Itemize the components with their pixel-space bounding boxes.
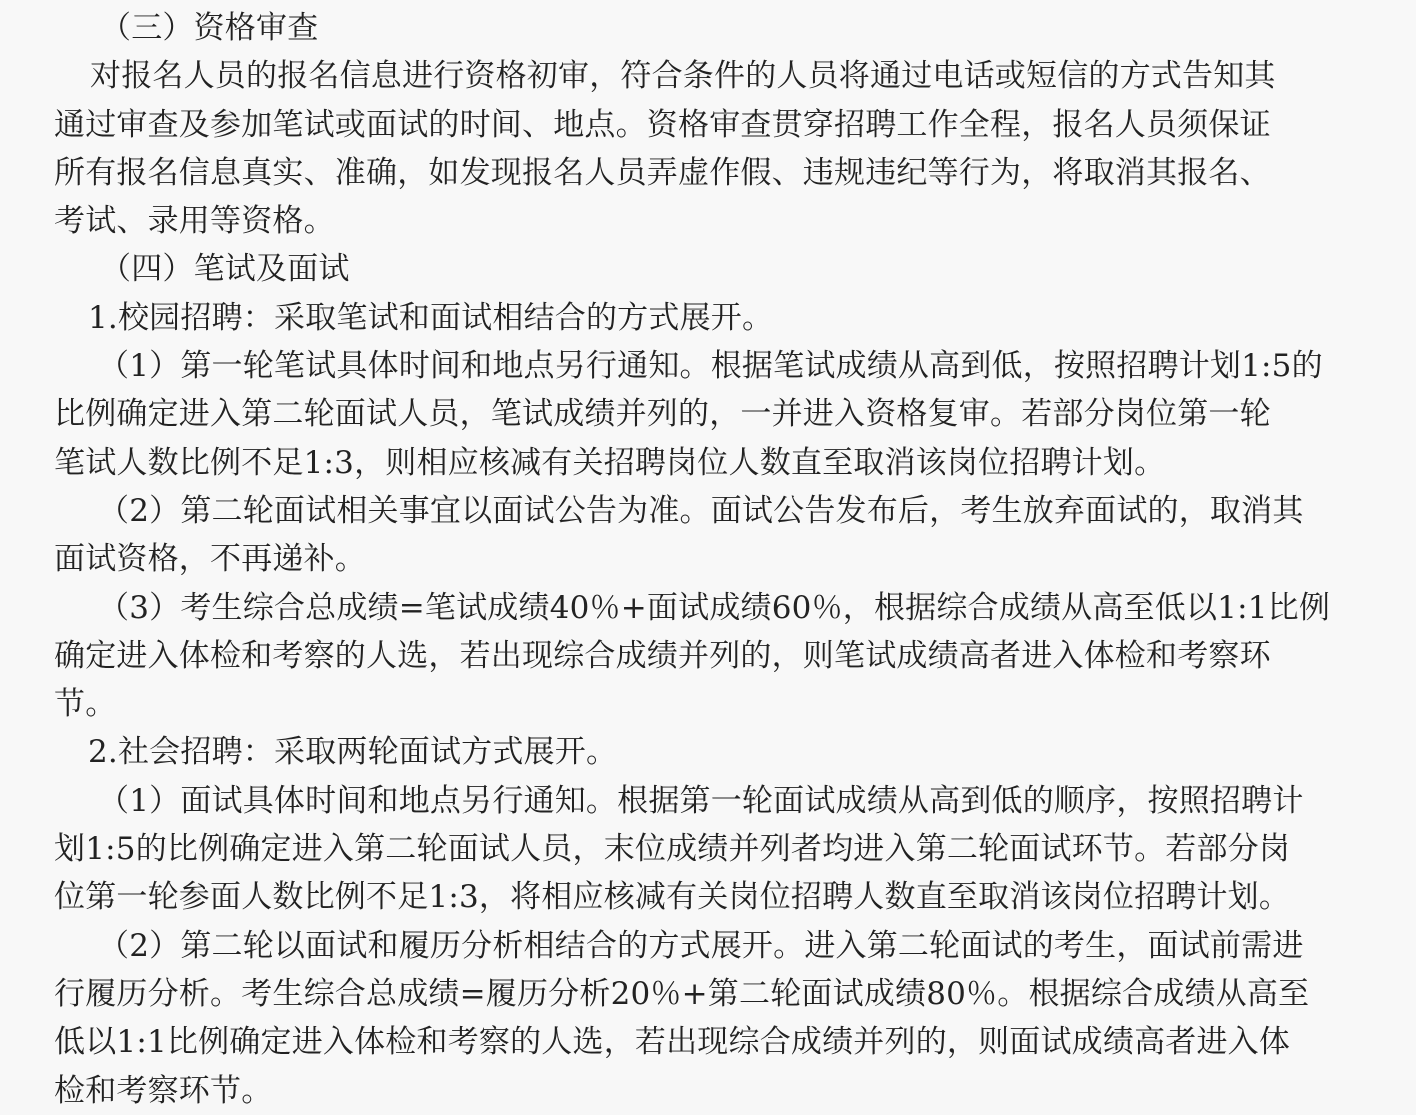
paragraph-line: （2）第二轮以面试和履历分析相结合的方式展开。进入第二轮面试的考生，面试前需进: [98, 927, 1304, 964]
paragraph-line: 检和考察环节。: [54, 1072, 273, 1109]
subsection-heading-campus-recruitment: 1.校园招聘：采取笔试和面试相结合的方式展开。: [88, 299, 774, 336]
paragraph-line: 低以1:1比例确定进入体检和考察的人选，若出现综合成绩并列的，则面试成绩高者进入体: [54, 1024, 1291, 1061]
paragraph-line: 划1:5的比例确定进入第二轮面试人员，末位成绩并列者均进入第二轮面试环节。若部分岗: [54, 831, 1291, 868]
paragraph-line: （1）面试具体时间和地点另行通知。根据第一轮面试成绩从高到低的顺序，按照招聘计: [98, 782, 1304, 819]
paragraph-line: 位第一轮参面人数比例不足1:3，将相应核减有关岗位招聘人数直至取消该岗位招聘计划。: [54, 879, 1291, 916]
paragraph-line: 节。: [54, 686, 117, 723]
paragraph-line: （2）第二轮面试相关事宜以面试公告为准。面试公告发布后，考生放弃面试的，取消其: [98, 492, 1304, 529]
paragraph-line: 考试、录用等资格。: [54, 203, 335, 240]
paragraph-line: 确定进入体检和考察的人选，若出现综合成绩并列的，则笔试成绩高者进入体检和考察环: [54, 637, 1271, 674]
section-heading-qualification-review: （三）资格审查: [100, 10, 319, 46]
subsection-heading-social-recruitment: 2.社会招聘：采取两轮面试方式展开。: [88, 734, 618, 771]
paragraph-line: （3）考生综合总成绩=笔试成绩40％+面试成绩60％，根据综合成绩从高至低以1:1比例: [98, 589, 1331, 626]
paragraph-line: 行履历分析。考生综合总成绩=履历分析20％+第二轮面试成绩80％。根据综合成绩从高至: [54, 975, 1310, 1012]
section-heading-written-and-interview: （四）笔试及面试: [100, 251, 350, 288]
paragraph-line: 对报名人员的报名信息进行资格初审，符合条件的人员将通过电话或短信的方式告知其: [90, 58, 1276, 95]
paragraph-line: 通过审查及参加笔试或面试的时间、地点。资格审查贯穿招聘工作全程，报名人员须保证: [54, 106, 1271, 143]
paragraph-line: 笔试人数比例不足1:3，则相应核减有关招聘岗位人数直至取消该岗位招聘计划。: [54, 444, 1166, 481]
paragraph-line: 所有报名信息真实、准确，如发现报名人员弄虚作假、违规违纪等行为，将取消其报名、: [54, 154, 1271, 191]
paragraph-line: 面试资格，不再递补。: [54, 541, 366, 578]
paragraph-line: （1）第一轮笔试具体时间和地点另行通知。根据笔试成绩从高到低，按照招聘计划1:5的: [98, 348, 1323, 385]
paragraph-line: 比例确定进入第二轮面试人员，笔试成绩并列的，一并进入资格复审。若部分岗位第一轮: [54, 396, 1271, 433]
